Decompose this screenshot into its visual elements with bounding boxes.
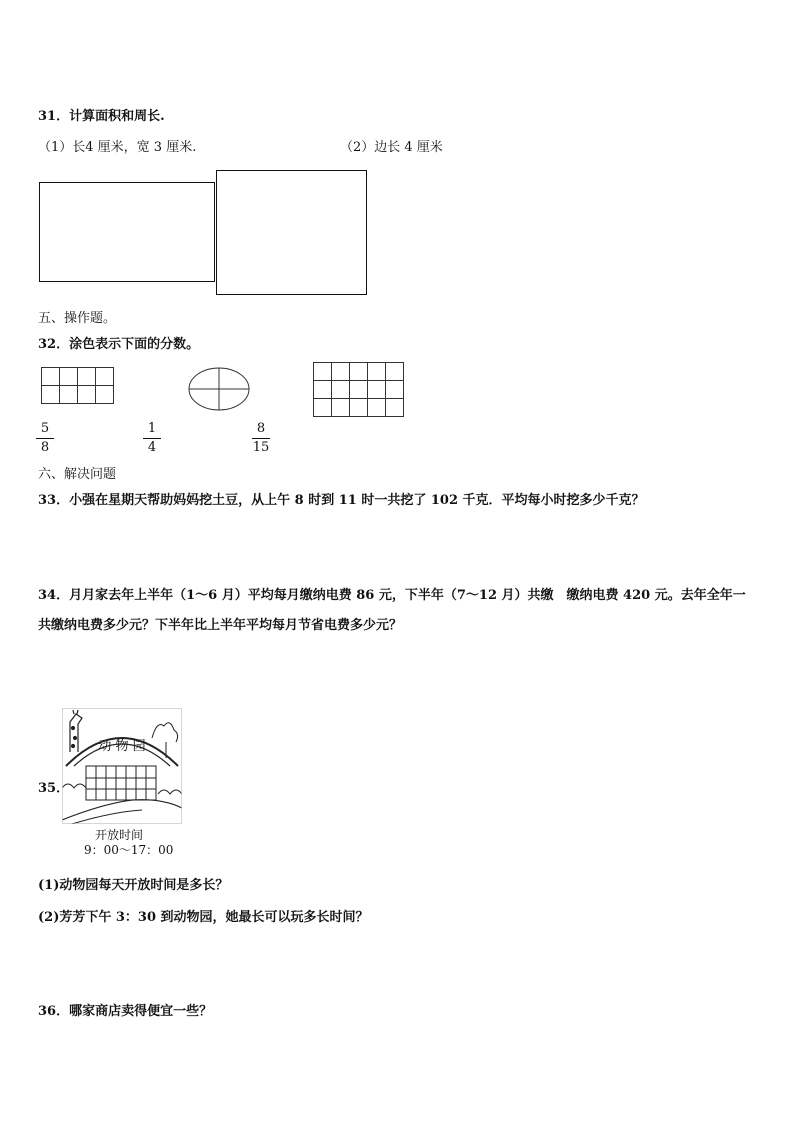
rectangle-figure (39, 182, 215, 282)
q31-part1: （1）长4 厘米，宽 3 厘米. (38, 140, 197, 155)
square-figure (216, 170, 367, 295)
grid-2x4 (41, 367, 114, 404)
zoo-illustration (62, 708, 182, 824)
fraction-8-15: 8 15 (252, 421, 270, 455)
q36-text: 36．哪家商店卖得便宜一些？ (38, 1004, 213, 1019)
section-5-heading: 五、操作题。 (38, 311, 117, 326)
q33-text: 33．小强在星期天帮助妈妈挖土豆，从上午 8 时到 11 时一共挖了 102 千克．平均每小时挖多少千克？ (38, 493, 645, 508)
q34-line1: 34．月月家去年上半年（1～6 月）平均每月缴纳电费 86 元，下半年（7～12 月）共缴 缴纳电费 420 元。去年全年一 (38, 588, 746, 603)
zoo-hours-label: 开放时间 (95, 828, 144, 842)
q35-sub1: (1)动物园每天开放时间是多长？ (38, 878, 229, 893)
zoo-hours: 9：00～17：00 (84, 843, 174, 857)
q31-title: 31．计算面积和周长. (38, 109, 165, 124)
q31-part2: （2）边长 4 厘米 (340, 140, 443, 155)
q35-number: 35． (38, 781, 70, 796)
q35-sub2: (2)芳芳下午 3：30 到动物园，她最长可以玩多长时间？ (38, 910, 369, 925)
fraction-5-8: 5 8 (36, 421, 54, 456)
fraction-1-4: 1 4 (143, 421, 161, 456)
grid-3x5 (313, 362, 404, 417)
section-6-heading: 六、解决问题 (38, 467, 117, 482)
q34-line2: 共缴纳电费多少元？下半年比上半年平均每月节省电费多少元？ (38, 618, 403, 633)
zoo-sign: 动 物 园 (98, 739, 146, 754)
oval-figure (188, 366, 250, 412)
q32-title: 32．涂色表示下面的分数。 (38, 337, 200, 352)
